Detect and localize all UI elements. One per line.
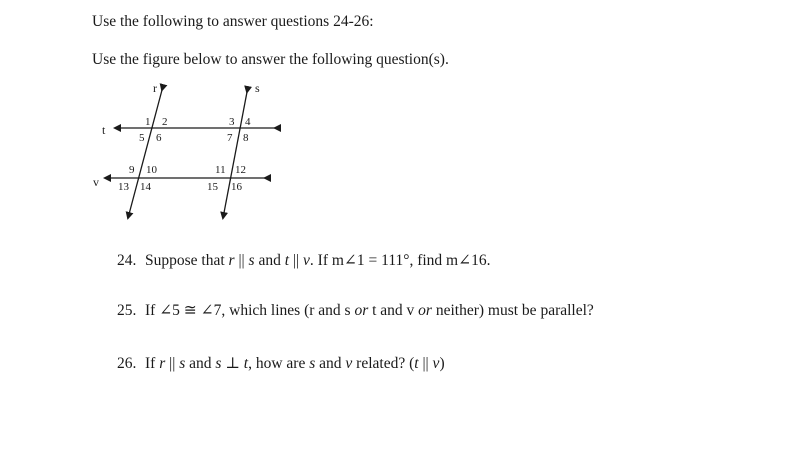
var-s: s (215, 355, 222, 372)
angle-10: 10 (146, 164, 157, 176)
text: . If m∠1 = 111°, find m∠16. (309, 252, 491, 269)
angle-7: 7 (227, 132, 233, 144)
text: ) (439, 355, 445, 372)
angle-2: 2 (162, 116, 168, 128)
word-or: or (418, 302, 432, 319)
var-s: s (179, 355, 186, 372)
line-r (128, 90, 162, 218)
angle-14: 14 (140, 181, 151, 193)
label-t: t (102, 123, 106, 137)
var-v: v (432, 355, 440, 372)
instruction-line-2: Use the figure below to answer the following question(s). (92, 51, 449, 68)
angle-5: 5 (139, 132, 145, 144)
parallel-symbol: || (234, 252, 249, 269)
angle-4: 4 (245, 116, 251, 128)
angle-13: 13 (118, 181, 129, 193)
question-26 (117, 354, 445, 373)
var-s: s (248, 252, 255, 269)
text: neither) must be parallel? (431, 302, 594, 319)
question-number: 26. (117, 355, 137, 372)
parallel-lines-figure (85, 80, 285, 230)
text: Suppose that (145, 252, 229, 269)
text: If (145, 355, 160, 372)
line-s (223, 92, 247, 218)
text: , how are (248, 355, 310, 372)
parallel-symbol: || (418, 355, 433, 372)
angle-8: 8 (243, 132, 249, 144)
angle-12: 12 (235, 164, 246, 176)
perpendicular-symbol: ⊥ (221, 355, 244, 372)
var-t: t (284, 252, 290, 269)
angle-16: 16 (231, 181, 242, 193)
angle-9: 9 (129, 164, 135, 176)
word-or: or (354, 302, 369, 319)
label-r: r (153, 81, 157, 95)
angle-15: 15 (207, 181, 218, 193)
parallel-symbol: || (165, 355, 180, 372)
text: If ∠5 ≅ ∠7, which lines (r and s (145, 302, 355, 319)
label-s: s (255, 81, 260, 95)
question-24 (117, 251, 490, 270)
angle-11: 11 (215, 164, 226, 176)
text: and (185, 355, 216, 372)
var-v: v (303, 252, 310, 269)
text: t and v (368, 302, 419, 319)
angle-6: 6 (156, 132, 162, 144)
var-t: t (414, 355, 419, 372)
instruction-line-1: Use the following to answer questions 24-26: (92, 13, 374, 30)
angle-1: 1 (145, 116, 151, 128)
var-v: v (345, 355, 353, 372)
question-number: 25. (117, 302, 137, 319)
var-r: r (159, 355, 166, 372)
question-number: 24. (117, 252, 137, 269)
angle-3: 3 (229, 116, 235, 128)
parallel-symbol: || (289, 252, 304, 269)
label-v: v (93, 175, 99, 189)
question-25 (117, 301, 594, 320)
var-s: s (309, 355, 316, 372)
text: related? ( (352, 355, 415, 372)
text: and (315, 355, 346, 372)
var-r: r (228, 252, 235, 269)
text: and (254, 252, 285, 269)
var-t: t (243, 355, 249, 372)
